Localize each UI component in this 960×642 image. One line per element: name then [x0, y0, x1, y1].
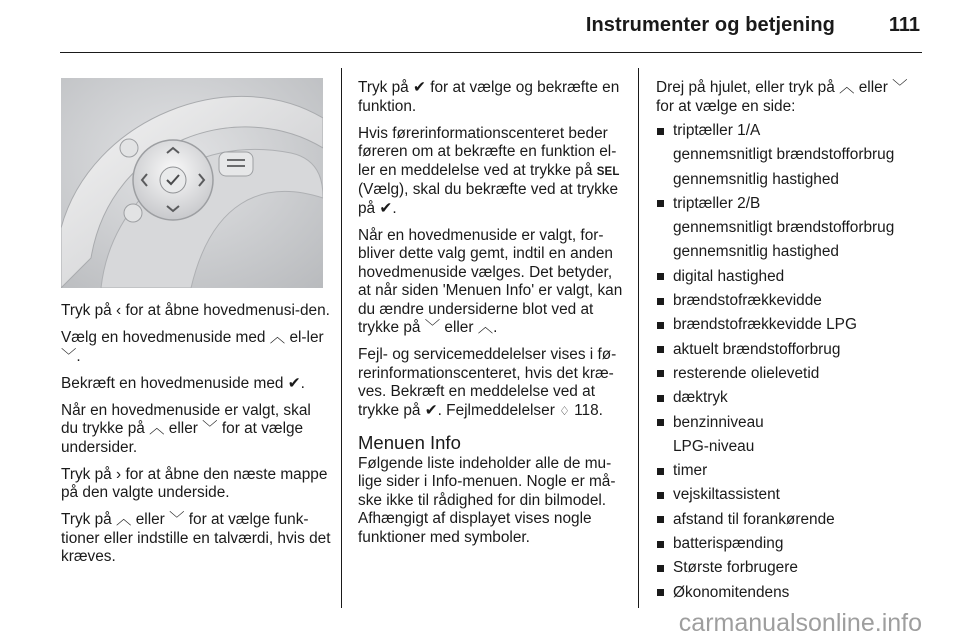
steering-wheel-controls-figure: [61, 78, 323, 288]
paragraph: Tryk på ✔ for at vælge og bekræfte en funktion.: [358, 79, 620, 115]
list-item: triptæller 2/B: [656, 195, 918, 214]
list-subitem: gennemsnitligt brændstofforbrug: [673, 219, 895, 237]
list-subitem: gennemsnitlig hastighed: [673, 243, 839, 261]
list-item: brændstofrækkevidde LPG: [656, 316, 918, 335]
paragraph: Drej på hjulet, eller tryk på ︿ eller ﹀ for at vælge en side:: [656, 79, 908, 115]
list-item: brændstofrækkevidde: [656, 292, 918, 311]
page-number: 111: [888, 14, 920, 36]
paragraph: Hvis førerinformationscenteret beder føreren om at bekræfte en funktion el-ler en meddelelse ved at trykke på SEL (Vælg), skal du bekræfte ved at trykke på ✔.: [358, 124, 620, 217]
paragraph: Fejl- og servicemeddelelser vises i fø-rerinformationscenteret, hvis det kræ-ves. Bekræft en meddelelse ved at trykke på ✔. Fejlmeddelelser ♢ 118.: [358, 346, 617, 419]
column-divider-1: [341, 68, 342, 608]
column-2: [358, 79, 623, 556]
chevron-up-icon: ︿: [477, 319, 494, 336]
watermark: carmanualsonline.info: [678, 609, 922, 637]
chevron-up-icon: ︿: [839, 79, 855, 96]
list-item: triptæller 1/A: [656, 122, 918, 141]
list-item: afstand til forankørende: [656, 511, 918, 530]
checkmark-icon: ✔: [424, 401, 438, 419]
chevron-up-icon: ︿: [269, 329, 286, 346]
checkmark-icon: ✔: [379, 199, 393, 217]
sel-button-icon: SEL: [596, 165, 620, 178]
list-item: digital hastighed: [656, 268, 918, 287]
chevron-down-icon: ﹀: [61, 347, 77, 365]
header-rule: [60, 52, 922, 53]
list-item: Største forbrugere: [656, 559, 918, 578]
section-title: Menuen Info: [358, 432, 461, 453]
column-1: [61, 302, 331, 575]
chevron-down-icon: ﹀: [202, 420, 218, 437]
list-item: vejskiltassistent: [656, 486, 918, 505]
paragraph: Når en hovedmenuside er valgt, for-bliver dette valg gemt, indtil en anden hovedmenuside vælges. Det betyder, at når siden 'Menuen Info' er valgt, kan du ændre undersiderne blot ved at trykke på ﹀ eller ︿.: [358, 226, 623, 336]
list-item: aktuelt brændstofforbrug: [656, 341, 918, 360]
chevron-right-icon: ›: [116, 465, 122, 483]
checkmark-icon: ✔: [287, 374, 301, 392]
chevron-down-icon: ﹀: [424, 319, 441, 336]
checkmark-icon: ✔: [413, 79, 426, 96]
chevron-left-icon: ‹: [116, 302, 122, 319]
chevron-down-icon: ﹀: [169, 511, 185, 528]
paragraph: Vælg en hovedmenuside med ︿ el-ler ﹀.: [61, 329, 324, 365]
list-subitem: LPG-niveau: [673, 437, 755, 455]
list-item: Økonomitendens: [656, 584, 918, 603]
column-divider-2: [638, 68, 639, 608]
page-header-title: Instrumenter og betjening: [585, 14, 835, 36]
paragraph: Tryk på ︿ eller ﹀ for at vælge funk-tioner eller indstille en talværdi, hvis det kræves.: [61, 511, 331, 565]
list-item: dæktryk: [656, 389, 918, 408]
list-subitem: gennemsnitligt brændstofforbrug: [673, 146, 895, 164]
list-subitem: gennemsnitlig hastighed: [673, 170, 839, 188]
list-item: batterispænding: [656, 535, 918, 554]
paragraph: Tryk på ‹ for at åbne hovedmenusi-den.: [61, 302, 330, 319]
list-item: timer: [656, 462, 918, 481]
page-reference-icon: ♢: [559, 403, 570, 418]
column-3: [656, 79, 918, 608]
info-menu-page-list: [656, 122, 918, 602]
list-item: benzinniveau: [656, 414, 918, 433]
paragraph: Følgende liste indeholder alle de mu-lige sider i Info-menuen. Nogle er må-ske ikke til rådighed for din bilmodel. Afhængigt af displayet vises nogle funktioner med symboler.: [358, 454, 616, 546]
paragraph: Tryk på › for at åbne den næste mappe på den valgte underside.: [61, 465, 328, 501]
chevron-up-icon: ︿: [116, 511, 132, 528]
chevron-down-icon: ﹀: [892, 79, 908, 96]
list-item: resterende olielevetid: [656, 365, 918, 384]
chevron-up-icon: ︿: [149, 420, 165, 437]
paragraph: Når en hovedmenuside er valgt, skal du trykke på ︿ eller ﹀ for at vælge undersider.: [61, 401, 311, 456]
paragraph: Bekræft en hovedmenuside med ✔.: [61, 374, 305, 392]
